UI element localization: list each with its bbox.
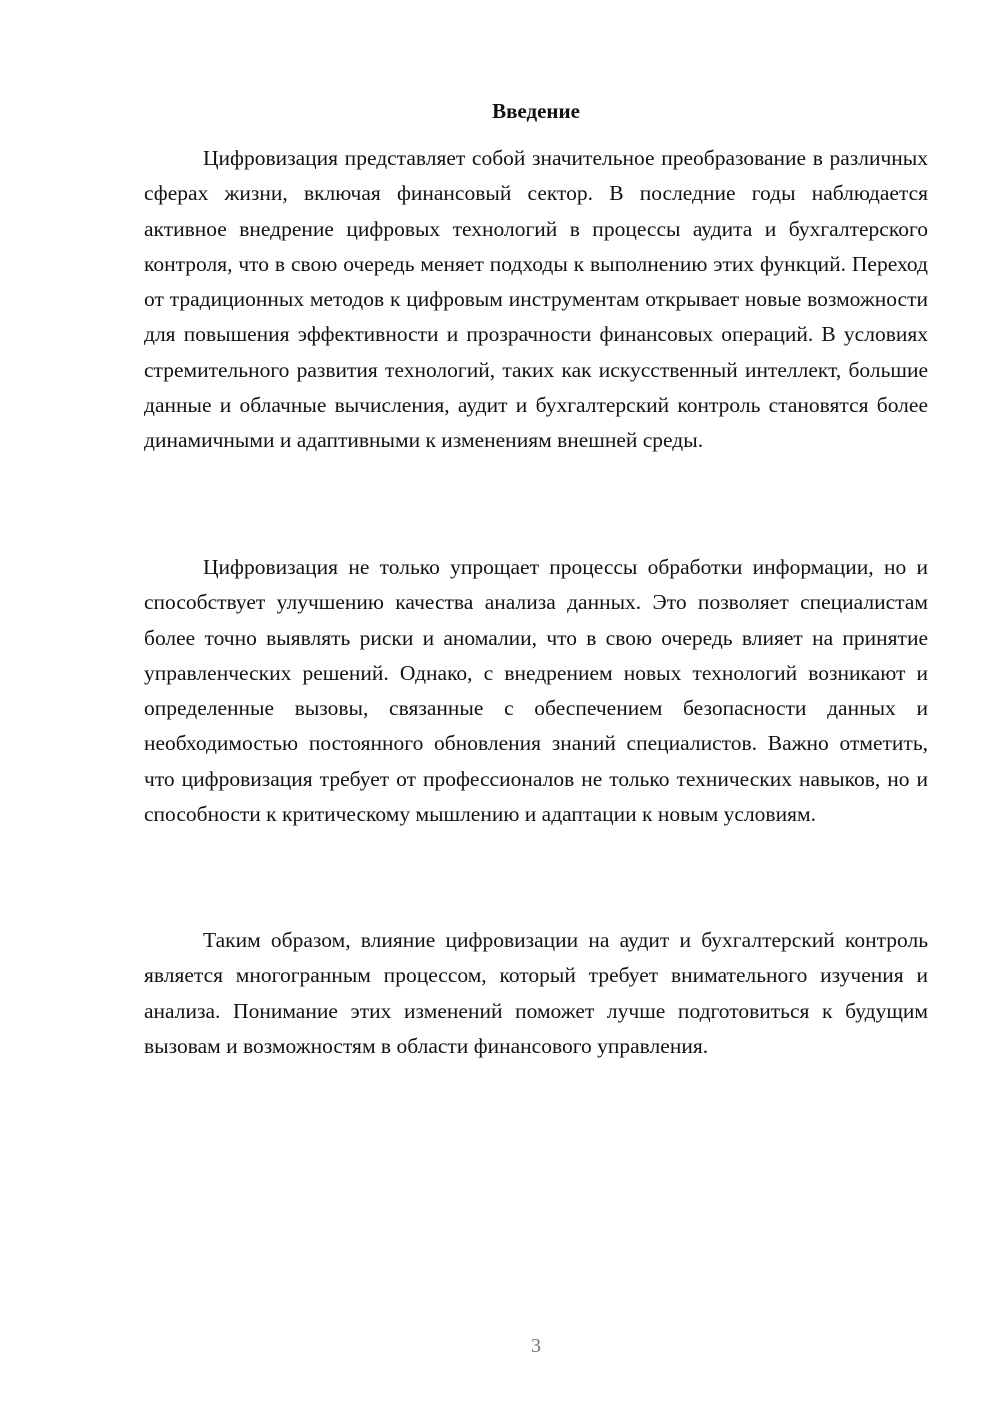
paragraph-2: Цифровизация не только упрощает процессы обработки информации, но и способствует улучшению качества анализа данных. Это позволяет специалистам более точно выявлять риски и аномалии, что в свою очередь влияет на принятие управленческих решений. Однако, с внедрением новых технологий возникают и определенные вызовы, связанные с обеспечением безопасности данных и необходимостью постоянного обновления знаний специалистов. Важно отметить, что цифровизация требует от профессионалов не только технических навыков, но и способности к критическому мышлению и адаптации к новым условиям.	[144, 555, 928, 827]
page-number: 3	[531, 1335, 541, 1357]
section-heading: Введение	[492, 99, 580, 123]
paragraph-1: Цифровизация представляет собой значительное преобразование в различных сферах жизни, включая финансовый сектор. В последние годы наблюдается активное внедрение цифровых технологий в процессы аудита и бухгалтерского контроля, что в свою очередь меняет подходы к выполнению этих функций. Переход от традиционных методов к цифровым инструментам открывает новые возможности для повышения эффективности и прозрачности финансовых операций. В условиях стремительного развития технологий, таких как искусственный интеллект, большие данные и облачные вычисления, аудит и бухгалтерский контроль становятся более динамичными и адаптивными к изменениям внешней среды.	[144, 146, 928, 453]
paragraph-3: Таким образом, влияние цифровизации на аудит и бухгалтерский контроль является многогранным процессом, который требует внимательного изучения и анализа. Понимание этих изменений поможет лучше подготовиться к будущим вызовам и возможностям в области финансового управления.	[144, 928, 928, 1058]
